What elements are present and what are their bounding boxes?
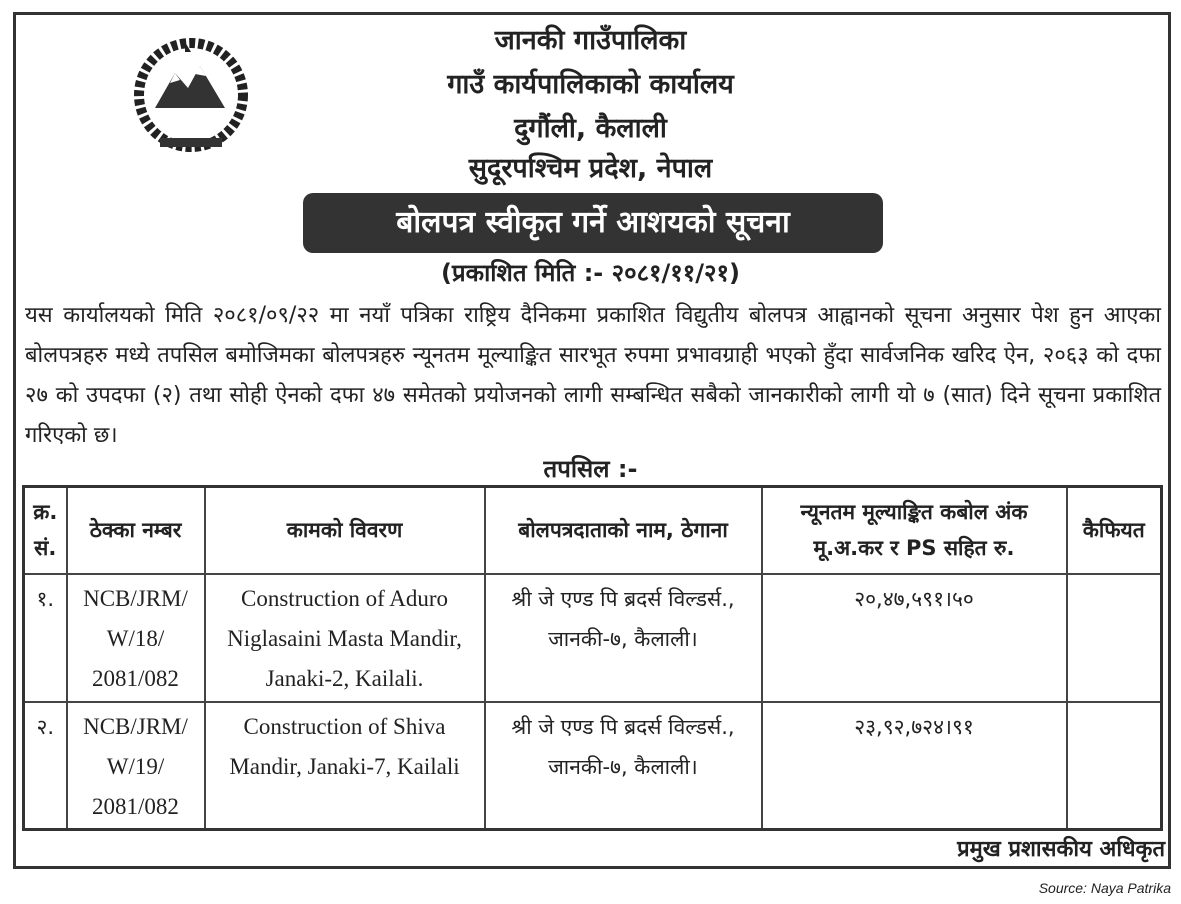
signature-title: प्रमुख प्रशासकीय अधिकृत: [957, 837, 1165, 862]
cell-sn: १.: [24, 574, 67, 702]
table-row: [24, 574, 1162, 702]
cell-bidder: श्री जे एण्ड पि ब्रदर्स विल्डर्स., जानकी-७, कैलाली।: [485, 574, 762, 702]
cell-work: Construction of Shiva Mandir, Janaki-7, Kailali: [205, 702, 485, 830]
col-remarks: कैफियत: [1067, 487, 1162, 574]
notice-title: बोलपत्र स्वीकृत गर्ने आशयको सूचना: [303, 193, 883, 253]
cell-remarks: [1067, 702, 1162, 830]
cell-contract: NCB/JRM/ W/18/ 2081/082: [67, 574, 205, 702]
bid-table: [22, 485, 1163, 831]
cell-amount: २०,४७,५९१।५०: [762, 574, 1067, 702]
office-location: दुगौंली, कैलाली: [514, 113, 667, 144]
published-date: (प्रकाशित मिति :- २०८१/११/२१): [441, 259, 740, 287]
cell-work: Construction of Aduro Niglasaini Masta Mandir, Janaki-2, Kailali.: [205, 574, 485, 702]
cell-remarks: [1067, 574, 1162, 702]
source-credit: Source: Naya Patrika: [1038, 880, 1171, 896]
province: सुदूरपश्चिम प्रदेश, नेपाल: [468, 153, 713, 184]
col-sn: क्र. सं.: [24, 487, 67, 574]
notice-body: यस कार्यालयको मिति २०८१/०९/२२ मा नयाँ पत्रिका राष्ट्रिय दैनिकमा प्रकाशित विद्युतीय बोलपत्र आह्वानको सूचना अनुसार पेश हुन आएका बोलपत्रहरु मध्ये तपसिल बमोजिमका बोलपत्रहरु न्यूनतम मूल्याङ्कित सारभूत रुपमा प्रभावग्राही भएको हुँदा सार्वजनिक खरिद ऐन, २०६३ को दफा २७ को उपदफा (२) तथा सोही ऐनको दफा ४७ समेतको प्रयोजनको लागी सम्बन्धित सबैको जानकारीको लागी यो ७ (सात) दिने सूचना प्रकाशित गरिएको छ।: [25, 303, 1161, 448]
cell-contract: NCB/JRM/ W/19/ 2081/082: [67, 702, 205, 830]
office-name: गाउँ कार्यपालिकाको कार्यालय: [447, 69, 734, 100]
table-header-row: [24, 487, 1162, 574]
cell-amount: २३,९२,७२४।९१: [762, 702, 1067, 830]
table-row: [24, 702, 1162, 830]
col-contract: ठेक्का नम्बर: [67, 487, 205, 574]
cell-sn: २.: [24, 702, 67, 830]
col-work: कामको विवरण: [205, 487, 485, 574]
municipality-name: जानकी गाउँपालिका: [494, 25, 687, 56]
schedule-label: तपसिल :-: [543, 455, 638, 483]
cell-bidder: श्री जे एण्ड पि ब्रदर्स विल्डर्स., जानकी-७, कैलाली।: [485, 702, 762, 830]
col-bidder: बोलपत्रदाताको नाम, ठेगाना: [485, 487, 762, 574]
col-amount: न्यूनतम मूल्याङ्कित कबोल अंक मू.अ.कर र PS सहित रु.: [762, 487, 1067, 574]
